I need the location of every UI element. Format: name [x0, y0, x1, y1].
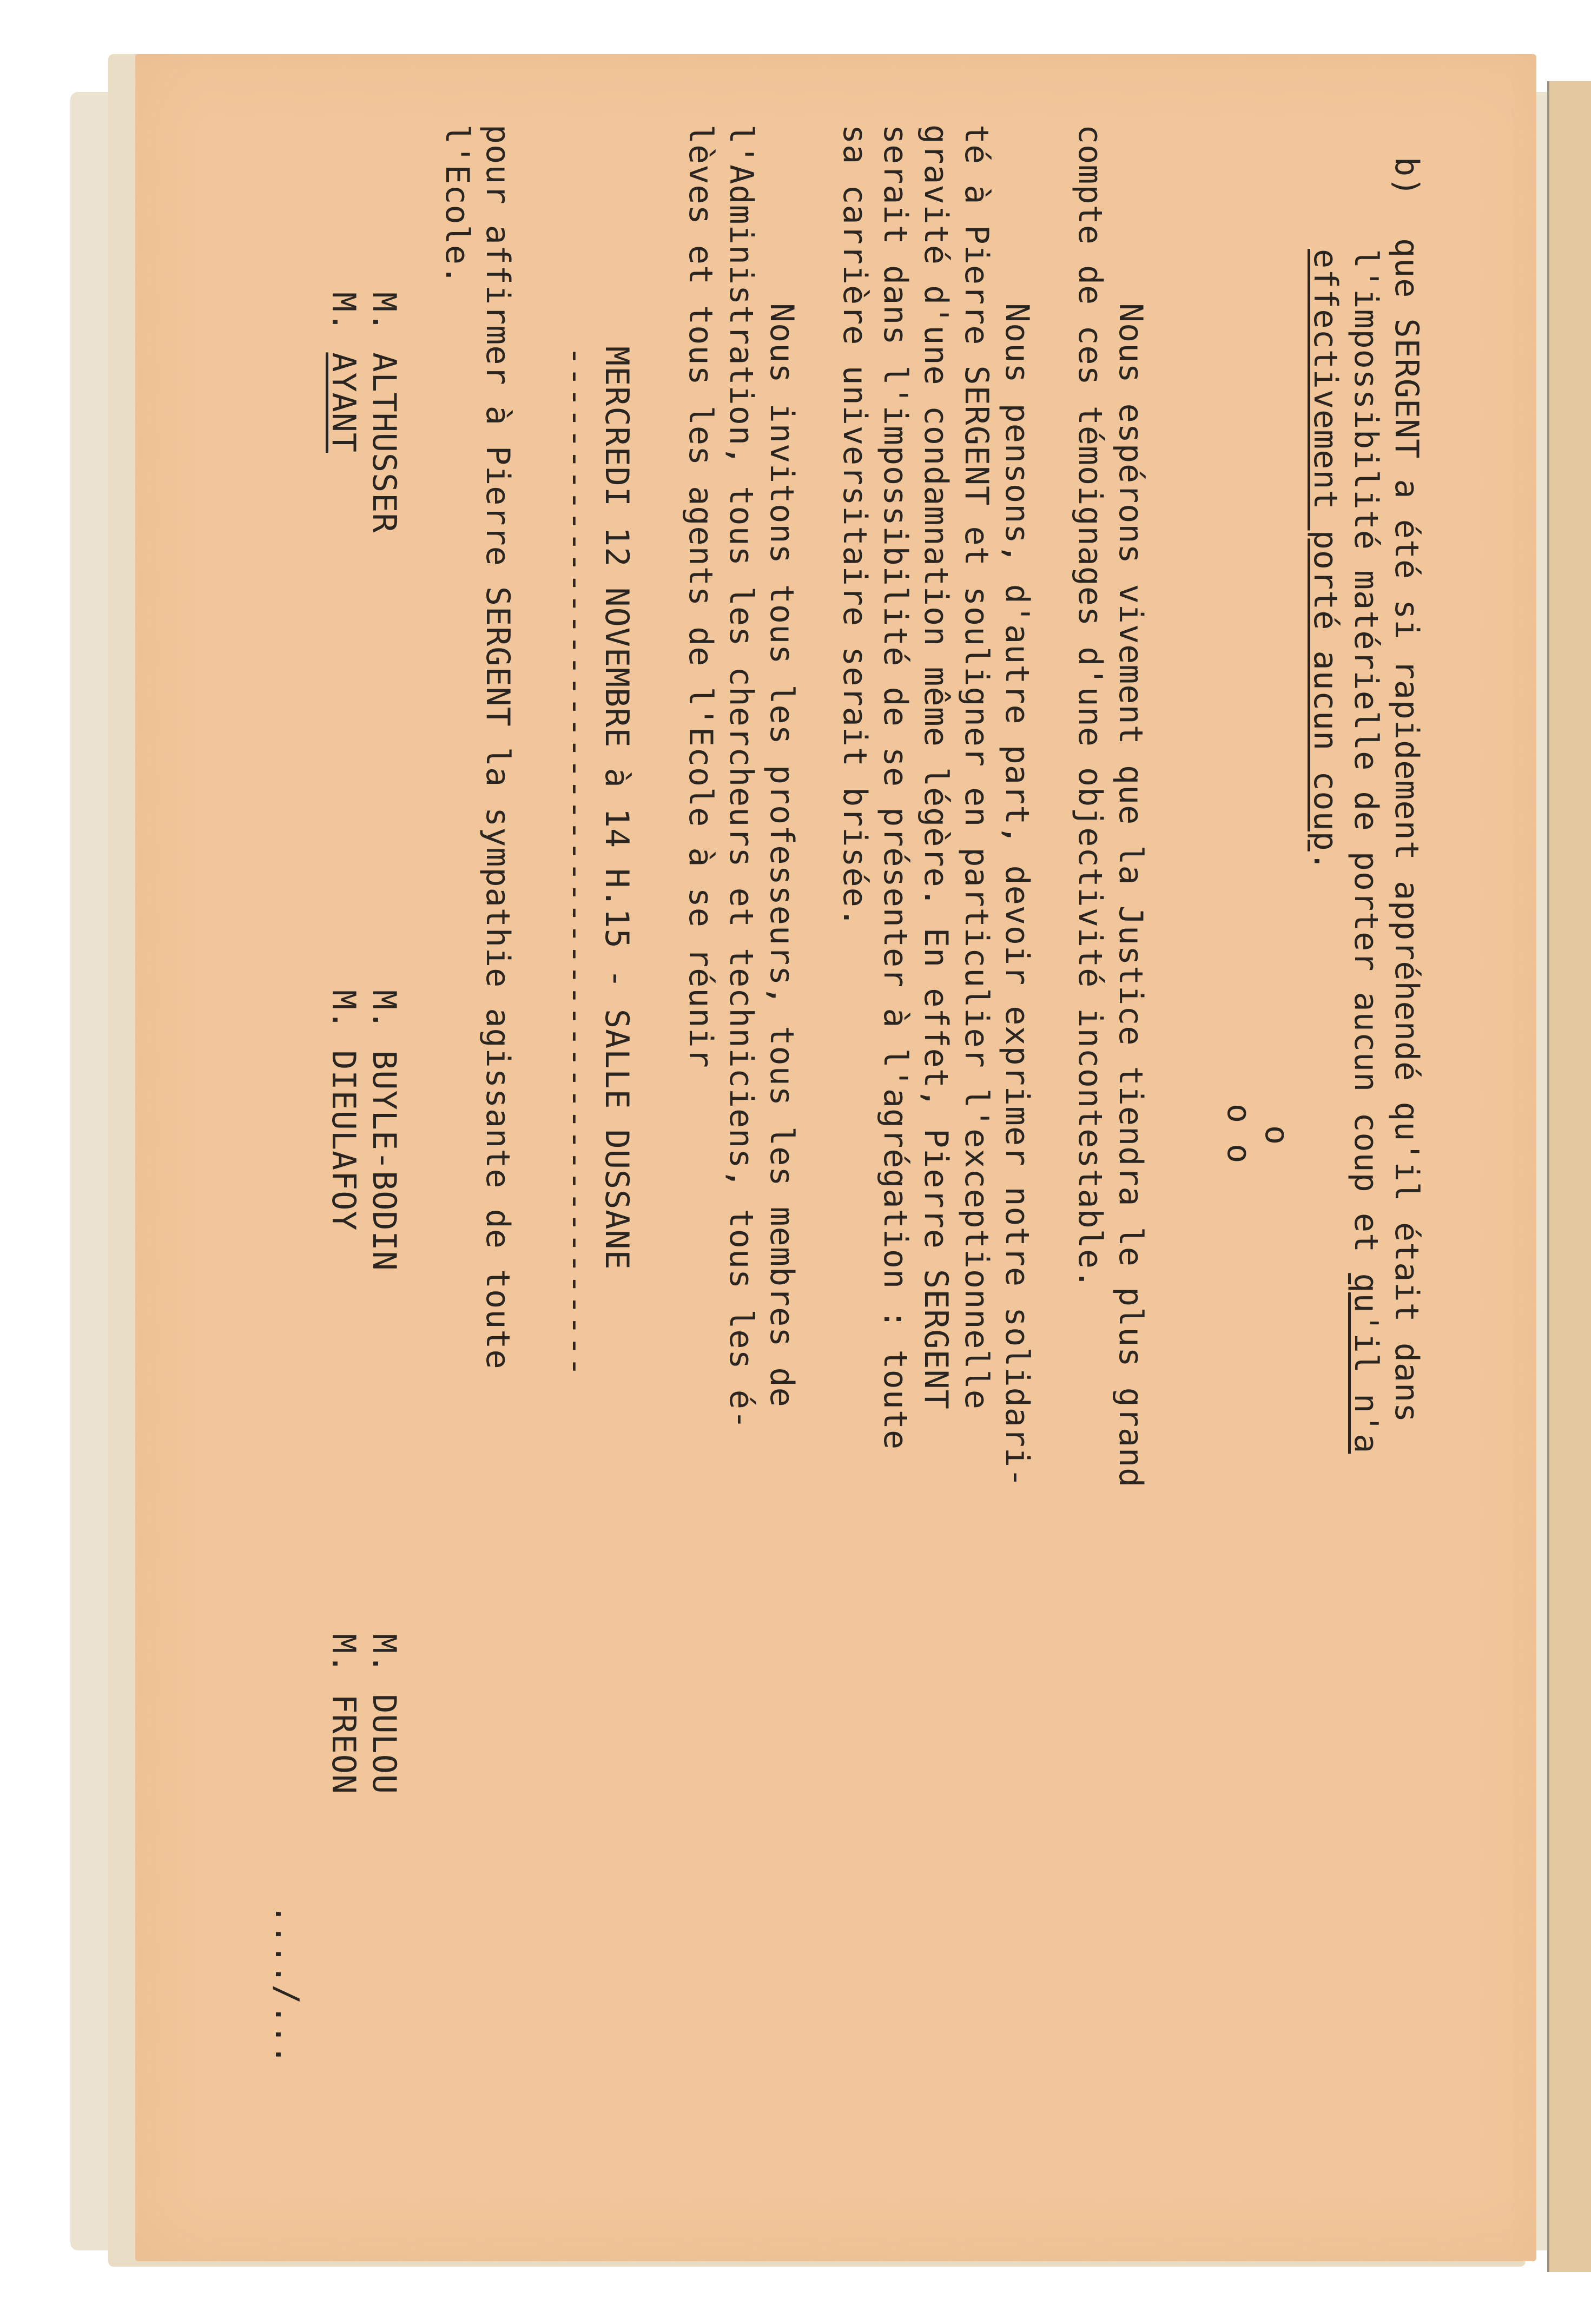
section-b-line-3-end: .	[1306, 851, 1344, 871]
paragraph-1-line-1: Nous espérons vivement que la Justice tiendra le plus grand	[1112, 303, 1150, 1488]
section-b-line-3	[1306, 249, 1344, 871]
paragraph-2-line-2: té à Pierre SERGENT et souligner en particulier l'exceptionnelle	[958, 124, 995, 1410]
paragraph-3-line-3: lèves et tous les agents de l'Ecole à se réunir	[682, 124, 719, 1068]
signatory-6: M. FREON	[325, 1634, 362, 1794]
section-b-line-2-text: l'impossibilité matérielle de porter aucun coup et	[1347, 249, 1385, 1273]
paragraph-3-line-1: Nous invitons tous les professeurs, tous les membres de	[763, 303, 801, 1408]
paragraph-2-line-5: sa carrière universitaire serait brisée.	[836, 124, 874, 928]
separator-dot-top: o	[1258, 1125, 1296, 1146]
section-b-line-3-underlined: effectivement porté aucun coup	[1306, 249, 1344, 851]
adjacent-page-edge	[1547, 81, 1591, 2272]
paragraph-2-line-1: Nous pensons, d'autre part, devoir exprimer notre solidari-	[998, 303, 1036, 1488]
section-b-line-2-underlined: qu'il n'a	[1347, 1273, 1385, 1454]
continuation-mark: ..../...	[268, 1904, 306, 2065]
paragraph-3-line-2: l'Administration, tous les chercheurs et techniciens, tous les é-	[722, 124, 760, 1430]
section-b-line-1: que SERGENT a été si rapidement appréhendé qu'il était dans	[1388, 238, 1425, 1423]
rotated-typed-text	[157, 65, 1428, 2175]
signatory-5: M. DIEULAFOY	[325, 990, 362, 1231]
paragraph-4-line-2: l'Ecole.	[438, 124, 476, 285]
signatory-2: M. BUYLE-BODIN	[365, 990, 403, 1271]
section-b-line-2	[1347, 249, 1385, 1454]
meeting-underline-dashes: --------------------------------------------------	[557, 346, 595, 1378]
meeting-announcement: MERCREDI 12 NOVEMBRE à 14 H.15 - SALLE DUSSANE	[598, 346, 636, 1270]
signatory-4: M. AYANT	[325, 292, 362, 453]
signatory-3: M. DULOU	[365, 1634, 403, 1794]
paragraph-2-line-4: serait dans l'impossibilité de se présenter à l'agrégation : toute	[876, 124, 914, 1450]
paragraph-4-line-1: pour affirmer à Pierre SERGENT la sympathie agissante de toute	[479, 124, 517, 1370]
signatory-1: M. ALTHUSSER	[365, 292, 403, 533]
paragraph-2-line-3: gravité d'une condamnation même légère. En effet, Pierre SERGENT	[917, 124, 955, 1410]
section-b-marker: b)	[1388, 157, 1425, 197]
separator-dots: o o	[1220, 1104, 1258, 1164]
paragraph-1-line-2: compte de ces témoignages d'une objectivité incontestable.	[1071, 124, 1109, 1290]
